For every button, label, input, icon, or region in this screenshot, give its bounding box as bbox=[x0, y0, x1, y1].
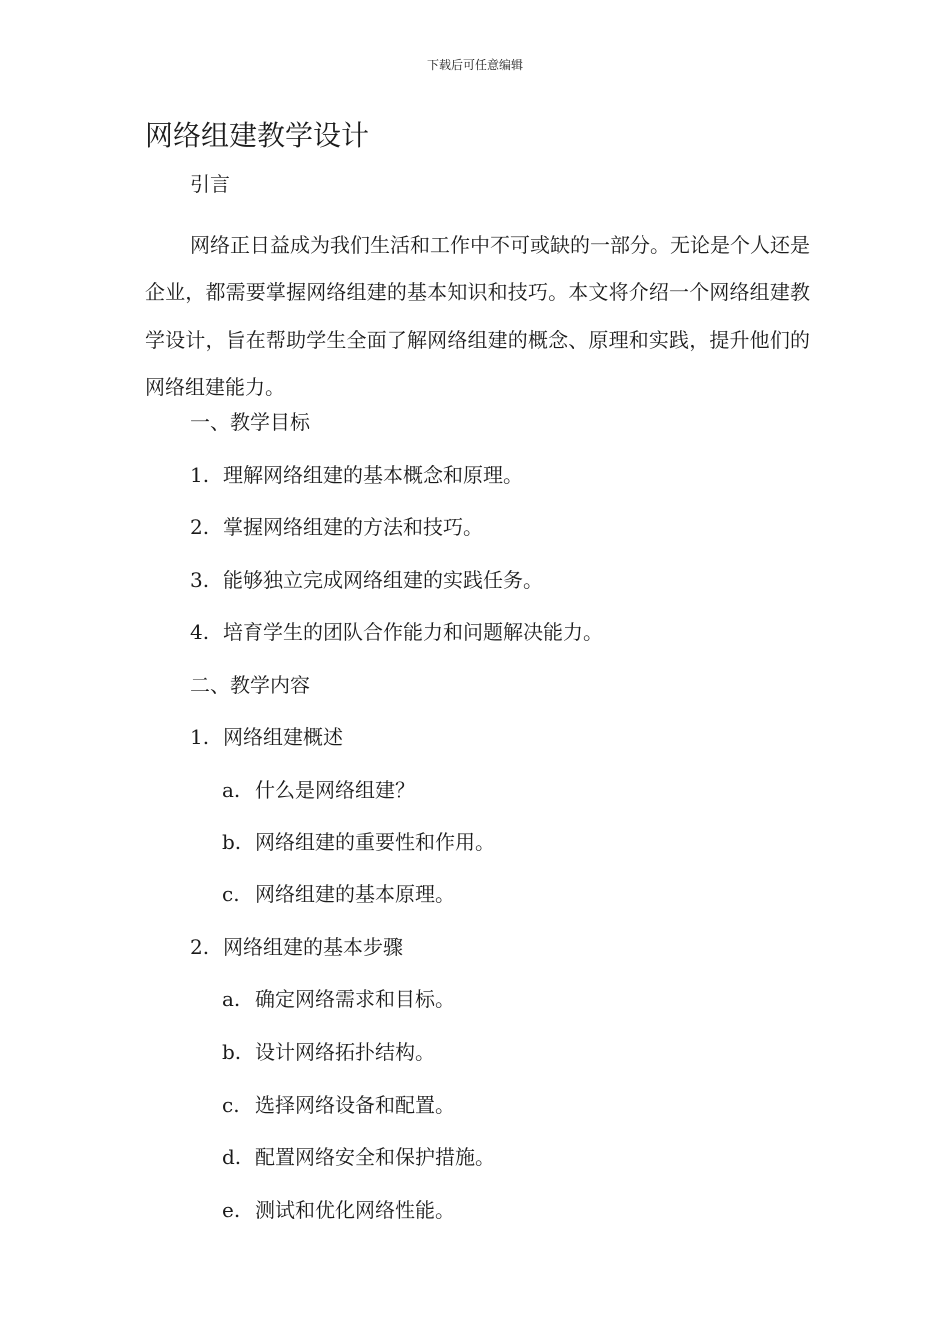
sub-list-item bbox=[222, 1196, 455, 1224]
intro-paragraph: 网络正日益成为我们生活和工作中不可或缺的一部分。无论是个人还是企业，都需要掌握网络组建的基本知识和技巧。本文将介绍一个网络组建教学设计，旨在帮助学生全面了解网络组建的概念、原理和实践，提升他们的网络组建能力。 bbox=[145, 233, 810, 399]
sub-list-letter: c. bbox=[222, 882, 240, 906]
sub-list-item bbox=[222, 985, 455, 1013]
sub-list-item-text: 配置网络安全和保护措施。 bbox=[255, 1145, 495, 1169]
list-item-text: 网络组建的基本步骤 bbox=[223, 935, 403, 959]
sub-list-letter: b. bbox=[222, 1040, 242, 1064]
sub-list-item bbox=[222, 880, 455, 908]
list-item-text: 网络组建概述 bbox=[223, 725, 343, 749]
list-number: 1. bbox=[190, 463, 210, 487]
sub-list-item bbox=[222, 1038, 435, 1066]
page-header-note: 下载后可任意编辑 bbox=[426, 58, 523, 72]
sub-list-item bbox=[222, 1091, 455, 1119]
list-item bbox=[190, 566, 543, 594]
list-item-text: 能够独立完成网络组建的实践任务。 bbox=[223, 568, 543, 592]
list-item bbox=[190, 933, 403, 961]
section-heading-objectives: 一、教学目标 bbox=[190, 410, 310, 434]
sub-list-item-text: 测试和优化网络性能。 bbox=[255, 1198, 455, 1222]
list-number: 2. bbox=[190, 935, 210, 959]
sub-list-letter: d. bbox=[222, 1145, 242, 1169]
list-number: 2. bbox=[190, 515, 210, 539]
sub-list-letter: b. bbox=[222, 830, 242, 854]
list-item bbox=[190, 461, 523, 489]
sub-list-item bbox=[222, 1143, 495, 1171]
sub-list-item-text: 什么是网络组建？ bbox=[255, 778, 415, 802]
list-item-text: 掌握网络组建的方法和技巧。 bbox=[223, 515, 483, 539]
section-heading-content: 二、教学内容 bbox=[190, 673, 310, 697]
sub-list-item-text: 确定网络需求和目标。 bbox=[255, 987, 455, 1011]
sub-list-item bbox=[222, 776, 415, 804]
sub-list-item-text: 选择网络设备和配置。 bbox=[255, 1093, 455, 1117]
list-item bbox=[190, 513, 483, 541]
sub-list-item-text: 网络组建的重要性和作用。 bbox=[255, 830, 495, 854]
sub-list-letter: e. bbox=[222, 1198, 241, 1222]
sub-list-letter: a. bbox=[222, 987, 241, 1011]
list-item bbox=[190, 723, 343, 751]
sub-list-item bbox=[222, 828, 495, 856]
sub-list-letter: c. bbox=[222, 1093, 240, 1117]
sub-list-item-text: 网络组建的基本原理。 bbox=[255, 882, 455, 906]
sub-list-item-text: 设计网络拓扑结构。 bbox=[255, 1040, 435, 1064]
list-number: 4. bbox=[190, 620, 210, 644]
sub-list-letter: a. bbox=[222, 778, 241, 802]
document-title: 网络组建教学设计 bbox=[145, 119, 370, 152]
list-item-text: 培育学生的团队合作能力和问题解决能力。 bbox=[223, 620, 603, 644]
list-item-text: 理解网络组建的基本概念和原理。 bbox=[223, 463, 523, 487]
intro-heading: 引言 bbox=[190, 172, 230, 196]
list-item bbox=[190, 618, 603, 646]
list-number: 1. bbox=[190, 725, 210, 749]
list-number: 3. bbox=[190, 568, 210, 592]
